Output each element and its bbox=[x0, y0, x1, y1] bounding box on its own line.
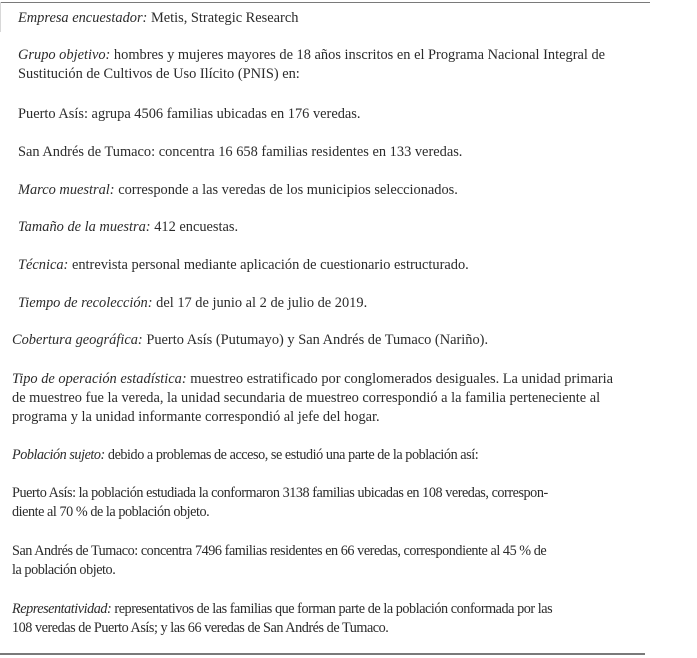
value-representatividad-line1: representativos de las familias que forman parte de la población conformada por las bbox=[111, 601, 553, 617]
entry-tumaco-estudiada-line2: la población objeto. bbox=[12, 562, 116, 578]
label-marco: Marco muestral: bbox=[18, 182, 115, 198]
value-empresa: Metis, Strategic Research bbox=[147, 10, 299, 26]
left-border bbox=[0, 2, 1, 32]
label-tiempo: Tiempo de recolección: bbox=[18, 295, 153, 311]
entry-puerto-asis-estudiada: Puerto Asís: la población estudiada la conformaron 3138 familias ubicadas en 108 veredas, correspon- bbox=[12, 485, 548, 501]
value-tamano: 412 encuestas. bbox=[150, 219, 239, 235]
value-tipo-line3: programa y la unidad informante correspondió al jefe del hogar. bbox=[12, 409, 380, 425]
entry-tiempo bbox=[18, 293, 367, 313]
entry-tamano bbox=[18, 217, 238, 237]
entry-grupo bbox=[18, 45, 605, 65]
entry-tipo bbox=[12, 369, 613, 389]
entry-representatividad bbox=[12, 599, 552, 619]
entry-puerto-asis-total: Puerto Asís: agrupa 4506 familias ubicadas en 176 veredas. bbox=[18, 106, 361, 122]
label-poblacion: Población sujeto: bbox=[12, 447, 105, 463]
top-rule bbox=[0, 2, 650, 3]
value-representatividad-line2: 108 veredas de Puerto Asís; y las 66 veredas de San Andrés de Tumaco. bbox=[12, 620, 389, 636]
value-marco: corresponde a las veredas de los municipios seleccionados. bbox=[114, 182, 458, 198]
value-poblacion: debido a problemas de acceso, se estudió una parte de la población así: bbox=[104, 447, 479, 463]
value-tipo-line2: de muestreo fue la vereda, la unidad secundaria de muestreo correspondió a la familia perteneciente al bbox=[12, 390, 601, 406]
entry-tecnica bbox=[18, 255, 469, 275]
value-grupo-line2: Sustitución de Cultivos de Uso Ilícito (PNIS) en: bbox=[18, 66, 300, 82]
label-tamano: Tamaño de la muestra: bbox=[18, 219, 151, 235]
entry-marco bbox=[18, 180, 458, 200]
label-tecnica: Técnica: bbox=[18, 257, 69, 273]
label-representatividad: Representatividad: bbox=[12, 601, 112, 617]
entry-empresa bbox=[18, 8, 298, 28]
value-cobertura: Puerto Asís (Putumayo) y San Andrés de Tumaco (Nariño). bbox=[142, 332, 489, 348]
entry-tumaco-total: San Andrés de Tumaco: concentra 16 658 familias residentes en 133 veredas. bbox=[18, 144, 463, 160]
label-tipo: Tipo de operación estadística: bbox=[12, 371, 187, 387]
entry-cobertura bbox=[12, 330, 488, 350]
value-grupo-line1: hombres y mujeres mayores de 18 años inscritos en el Programa Nacional Integral de bbox=[110, 47, 606, 63]
value-tecnica: entrevista personal mediante aplicación de cuestionario estructurado. bbox=[68, 257, 469, 273]
entry-poblacion bbox=[12, 445, 478, 465]
entry-puerto-asis-estudiada-line2: diente al 70 % de la población objeto. bbox=[12, 504, 210, 520]
value-tipo-line1: muestreo estratificado por conglomerados desiguales. La unidad primaria bbox=[186, 371, 614, 387]
label-empresa: Empresa encuestador: bbox=[18, 10, 148, 26]
value-tiempo: del 17 de junio al 2 de julio de 2019. bbox=[152, 295, 368, 311]
entry-tumaco-estudiada: San Andrés de Tumaco: concentra 7496 familias residentes en 66 veredas, correspondiente al 45 % de bbox=[12, 543, 547, 559]
bottom-rule bbox=[0, 653, 645, 655]
label-cobertura: Cobertura geográfica: bbox=[12, 332, 143, 348]
label-grupo: Grupo objetivo: bbox=[18, 47, 111, 63]
